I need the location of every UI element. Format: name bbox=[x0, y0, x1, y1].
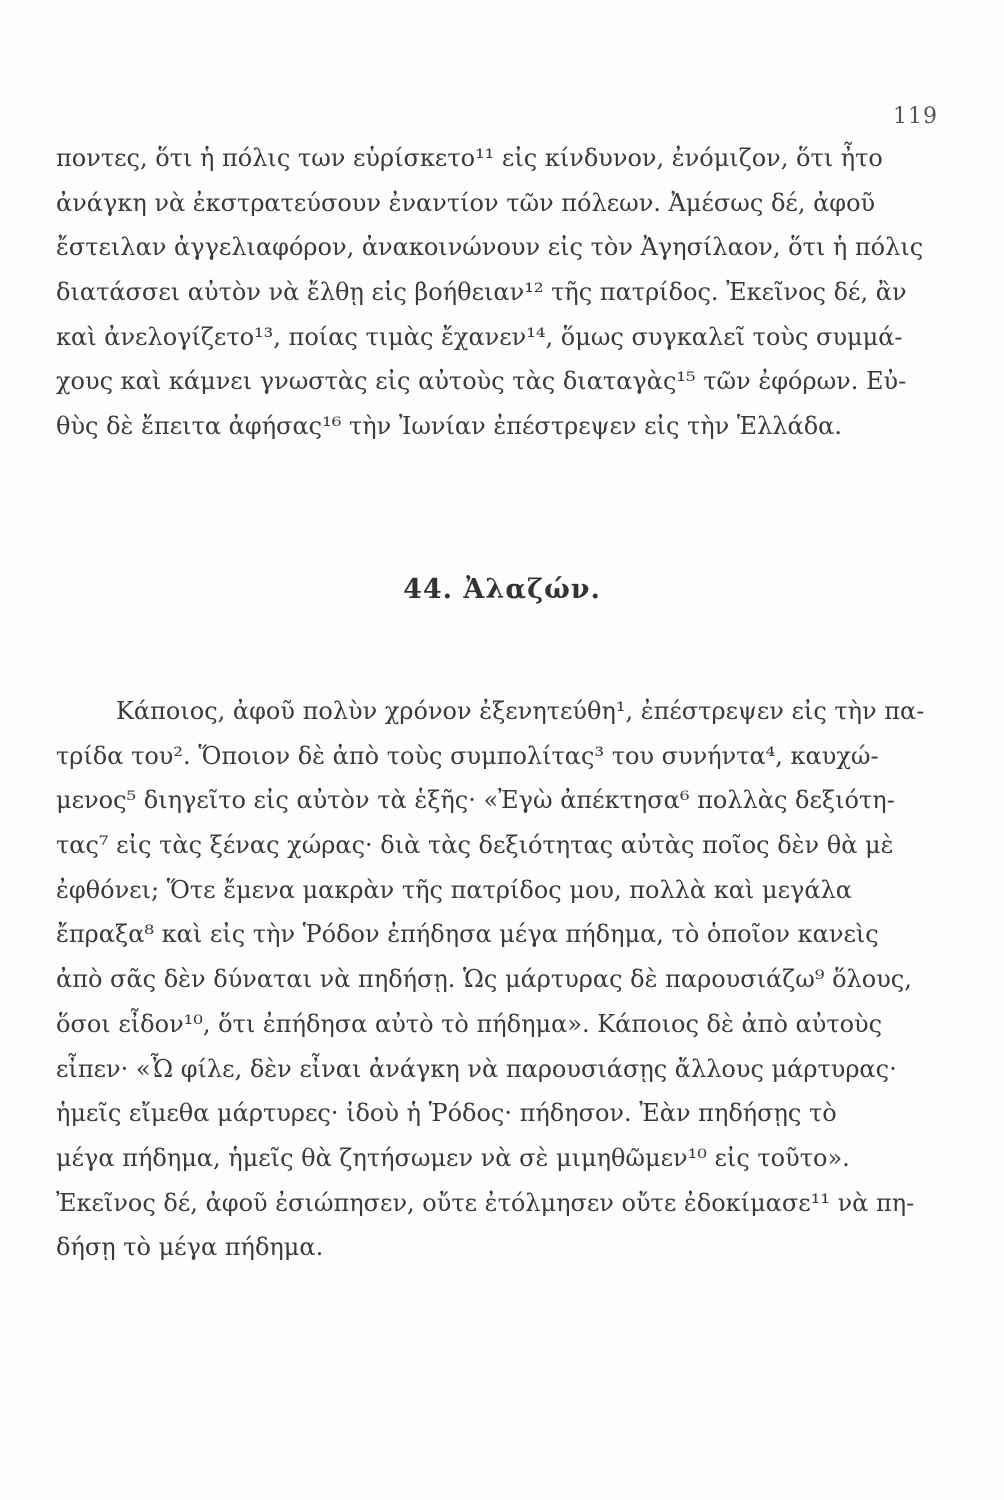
text-line: ὅσοι εἶδον¹⁰, ὅτι ἐπήδησα αὐτὸ τὸ πήδημα». Κάποιος δὲ ἀπὸ αὐτοὺς bbox=[56, 1009, 883, 1038]
text-line: καὶ ἀνελογίζετο¹³, ποίας τιμὰς ἔχανεν¹⁴, ὅμως συγκαλεῖ τοὺς συμμά- bbox=[56, 322, 903, 351]
section-heading: 44. Ἀλαζών. bbox=[403, 574, 601, 605]
text-line: χους καὶ κάμνει γνωστὰς εἰς αὐτοὺς τὰς διαταγὰς¹⁵ τῶν ἐφόρων. Εὐ- bbox=[56, 367, 907, 396]
text-line: τρίδα του². Ὅποιον δὲ ἀπὸ τοὺς συμπολίτας³ του συνήντα⁴, καυχώ- bbox=[56, 741, 879, 770]
text-line: Ἐκεῖνος δέ, ἀφοῦ ἐσιώπησεν, οὔτε ἐτόλμησεν οὔτε ἐδοκίμασε¹¹ νὰ πη- bbox=[56, 1188, 915, 1217]
text-line: δήσῃ τὸ μέγα πήδημα. bbox=[56, 1233, 324, 1262]
text-line: ποντες, ὅτι ἡ πόλις των εὑρίσκετο¹¹ εἰς κίνδυνον, ἐνόμιζον, ὅτι ἦτο bbox=[56, 144, 883, 172]
page-number: 119 bbox=[893, 104, 938, 129]
top-paragraph bbox=[56, 136, 936, 449]
text-line: ἀνάγκη νὰ ἐκστρατεύσουν ἐναντίον τῶν πόλεων. Ἀμέσως δέ, ἀφοῦ bbox=[56, 188, 876, 217]
text-line: τας⁷ εἰς τὰς ξένας χώρας· διὰ τὰς δεξιότητας αὐτὰς ποῖος δὲν θὰ μὲ bbox=[56, 831, 894, 860]
text-line: ἀπὸ σᾶς δὲν δύναται νὰ πηδήσῃ. Ὡς μάρτυρας δὲ παρουσιάζω⁹ ὅλους, bbox=[56, 965, 912, 994]
text-line: Κάποιος, ἀφοῦ πολὺν χρόνον ἐξενητεύθη¹, ἐπέστρεψεν εἰς τὴν πα- bbox=[116, 697, 925, 725]
text-line: θὺς δὲ ἔπειτα ἀφήσας¹⁶ τὴν Ἰωνίαν ἐπέστρεψεν εἰς τὴν Ἑλλάδα. bbox=[56, 412, 842, 441]
text-line: διατάσσει αὐτὸν νὰ ἔλθῃ εἰς βοήθειαν¹² τῆς πατρίδος. Ἐκεῖνος δέ, ἂν bbox=[56, 278, 907, 307]
text-line: ἡμεῖς εἴμεθα μάρτυρες· ἰδοὺ ἡ Ῥόδος· πήδησον. Ἐὰν πηδήσῃς τὸ bbox=[56, 1099, 837, 1128]
text-line: ἐφθόνει; Ὅτε ἔμενα μακρὰν τῆς πατρίδος μου, πολλὰ καὶ μεγάλα bbox=[56, 875, 852, 904]
text-line: ἔπραξα⁸ καὶ εἰς τὴν Ῥόδον ἐπήδησα μέγα πήδημα, τὸ ὁποῖον κανεὶς bbox=[56, 920, 879, 949]
bottom-paragraph bbox=[56, 689, 936, 1270]
text-line: εἶπεν· «Ὦ φίλε, δὲν εἶναι ἀνάγκη νὰ παρουσιάσῃς ἄλλους μάρτυρας· bbox=[56, 1054, 897, 1083]
text-line: μέγα πήδημα, ἡμεῖς θὰ ζητήσωμεν νὰ σὲ μιμηθῶμεν¹⁰ εἰς τοῦτο». bbox=[56, 1143, 850, 1172]
text-line: μενος⁵ διηγεῖτο εἰς αὐτὸν τὰ ἑξῆς· «Ἐγὼ ἀπέκτησα⁶ πολλὰς δεξιότη- bbox=[56, 786, 895, 815]
text-line: ἔστειλαν ἀγγελιαφόρον, ἀνακοινώνουν εἰς τὸν Ἀγησίλαον, ὅτι ἡ πόλις bbox=[56, 233, 924, 262]
